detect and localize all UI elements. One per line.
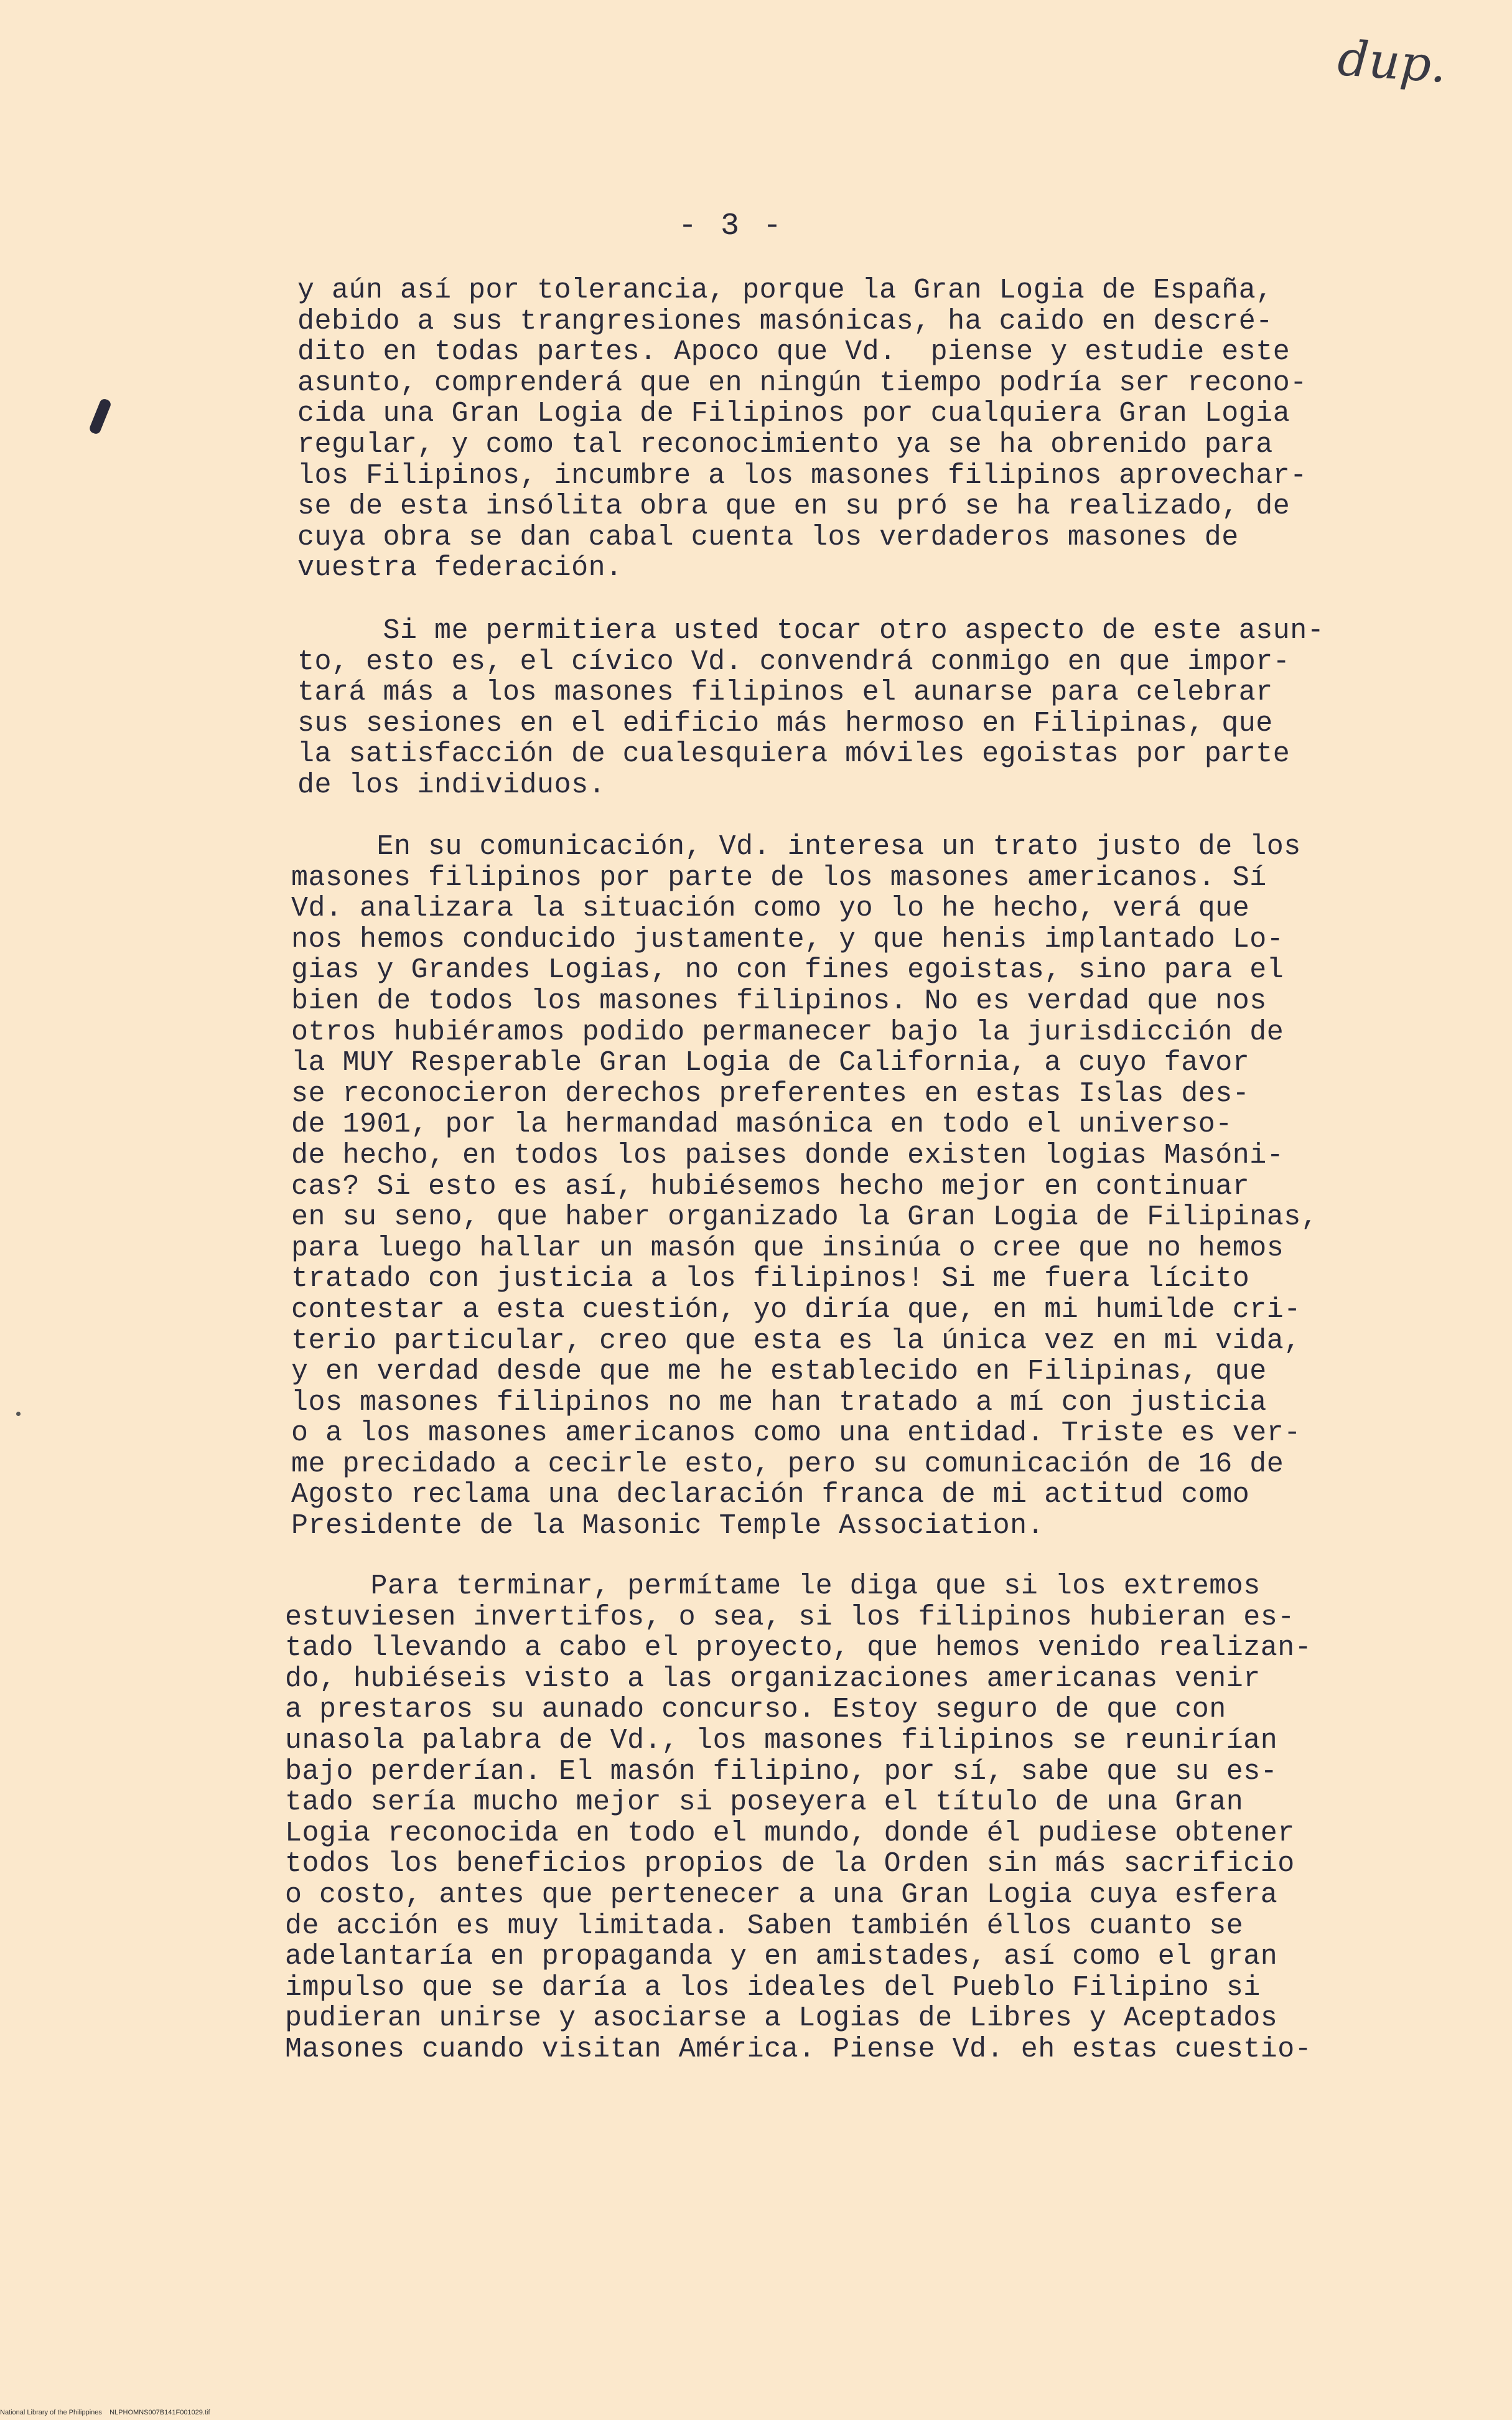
- archive-footer: National Library of the Philippines NLPHOMNS007B141F001029.tif: [0, 2409, 210, 2416]
- page-number: - 3 -: [678, 209, 785, 244]
- paragraph-4: Para terminar, permítame le diga que si los extremos estuviesen invertifos, o sea, si los filipinos hubieran es- tado llevando a cabo el proyecto, que hemos venido realizan- do, hubiéseis visto a las organizaciones americanas venir a prestaros su aunado concurso. Estoy seguro de que con unasola palabra de Vd., los masones filipinos se reunirían bajo perderían. El masón filipino, por sí, sabe que su es- tado sería mucho mejor si poseyera el título de una Gran Logia reconocida en todo el mundo, donde él pudiese obtener todos los beneficios propios de la Orden sin más sacrificio o costo, antes que pertenecer a una Gran Logia cuya esfera de acción es muy limitada. Saben también éllos cuanto se adelantaría en propaganda y en amistades, así como el gran impulso que se daría a los ideales del Pueblo Filipino si pudieran unirse y asociarse a Logias de Libres y Aceptados Masones cuando visitan América. Piense Vd. eh estas cuestio-: [285, 1570, 1312, 2065]
- paragraph-1: y aún así por tolerancia, porque la Gran Logia de España, debido a sus trangresiones masónicas, ha caido en descré- dito en todas partes. Apoco que Vd. piense y estudie este asunto, comprenderá que en ningún tiempo podría ser recono- cida una Gran Logia de Filipinos por cualquiera Gran Logia regular, y como tal reconocimiento ya se ha obrenido para los Filipinos, incumbre a los masones filipinos aprovechar- se de esta insólita obra que en su pró se ha realizado, de cuya obra se dan cabal cuenta los verdaderos masones de vuestra federación.: [297, 274, 1307, 584]
- paragraph-3: En su comunicación, Vd. interesa un trato justo de los masones filipinos por parte de los masones americanos. Sí Vd. analizara la situación como yo lo he hecho, verá que nos hemos conducido justamente, y que henis implantado Lo- gias y Grandes Logias, no con fines egoistas, sino para el bien de todos los masones filipinos. No es verdad que nos otros hubiéramos podido permanecer bajo la jurisdicción de la MUY Resperable Gran Logia de California, a cuyo favor se reconocieron derechos preferentes en estas Islas des- de 1901, por la hermandad masónica en todo el universo- de hecho, en todos los paises donde existen logias Masóni- cas? Si esto es así, hubiésemos hecho mejor en continuar en su seno, que haber organizado la Gran Logia de Filipinas, para luego hallar un masón que insinúa o cree que no hemos tratado con justicia a los filipinos! Si me fuera lícito contestar a esta cuestión, yo diría que, en mi humilde cri- terio particular, creo que esta es la única vez en mi vida, y en verdad desde que me he establecido en Filipinas, que los masones filipinos no me han tratado a mí con justicia o a los masones americanos como una entidad. Triste es ver- me precidado a cecirle esto, pero su comunicación de 16 de Agosto reclama una declaración franca de mi actitud como Presidente de la Masonic Temple Association.: [291, 831, 1318, 1542]
- handwritten-annotation: dup.: [1336, 30, 1449, 94]
- margin-dot: [16, 1412, 21, 1416]
- paragraph-2: Si me permitiera usted tocar otro aspecto de este asun- to, esto es, el cívico Vd. convendrá conmigo en que impor- tará más a los masones filipinos el aunarse para celebrar sus sesiones en el edificio más hermoso en Filipinas, que la satisfacción de cualesquiera móviles egoistas por parte de los individuos.: [297, 615, 1325, 801]
- margin-ink-mark: [88, 398, 112, 436]
